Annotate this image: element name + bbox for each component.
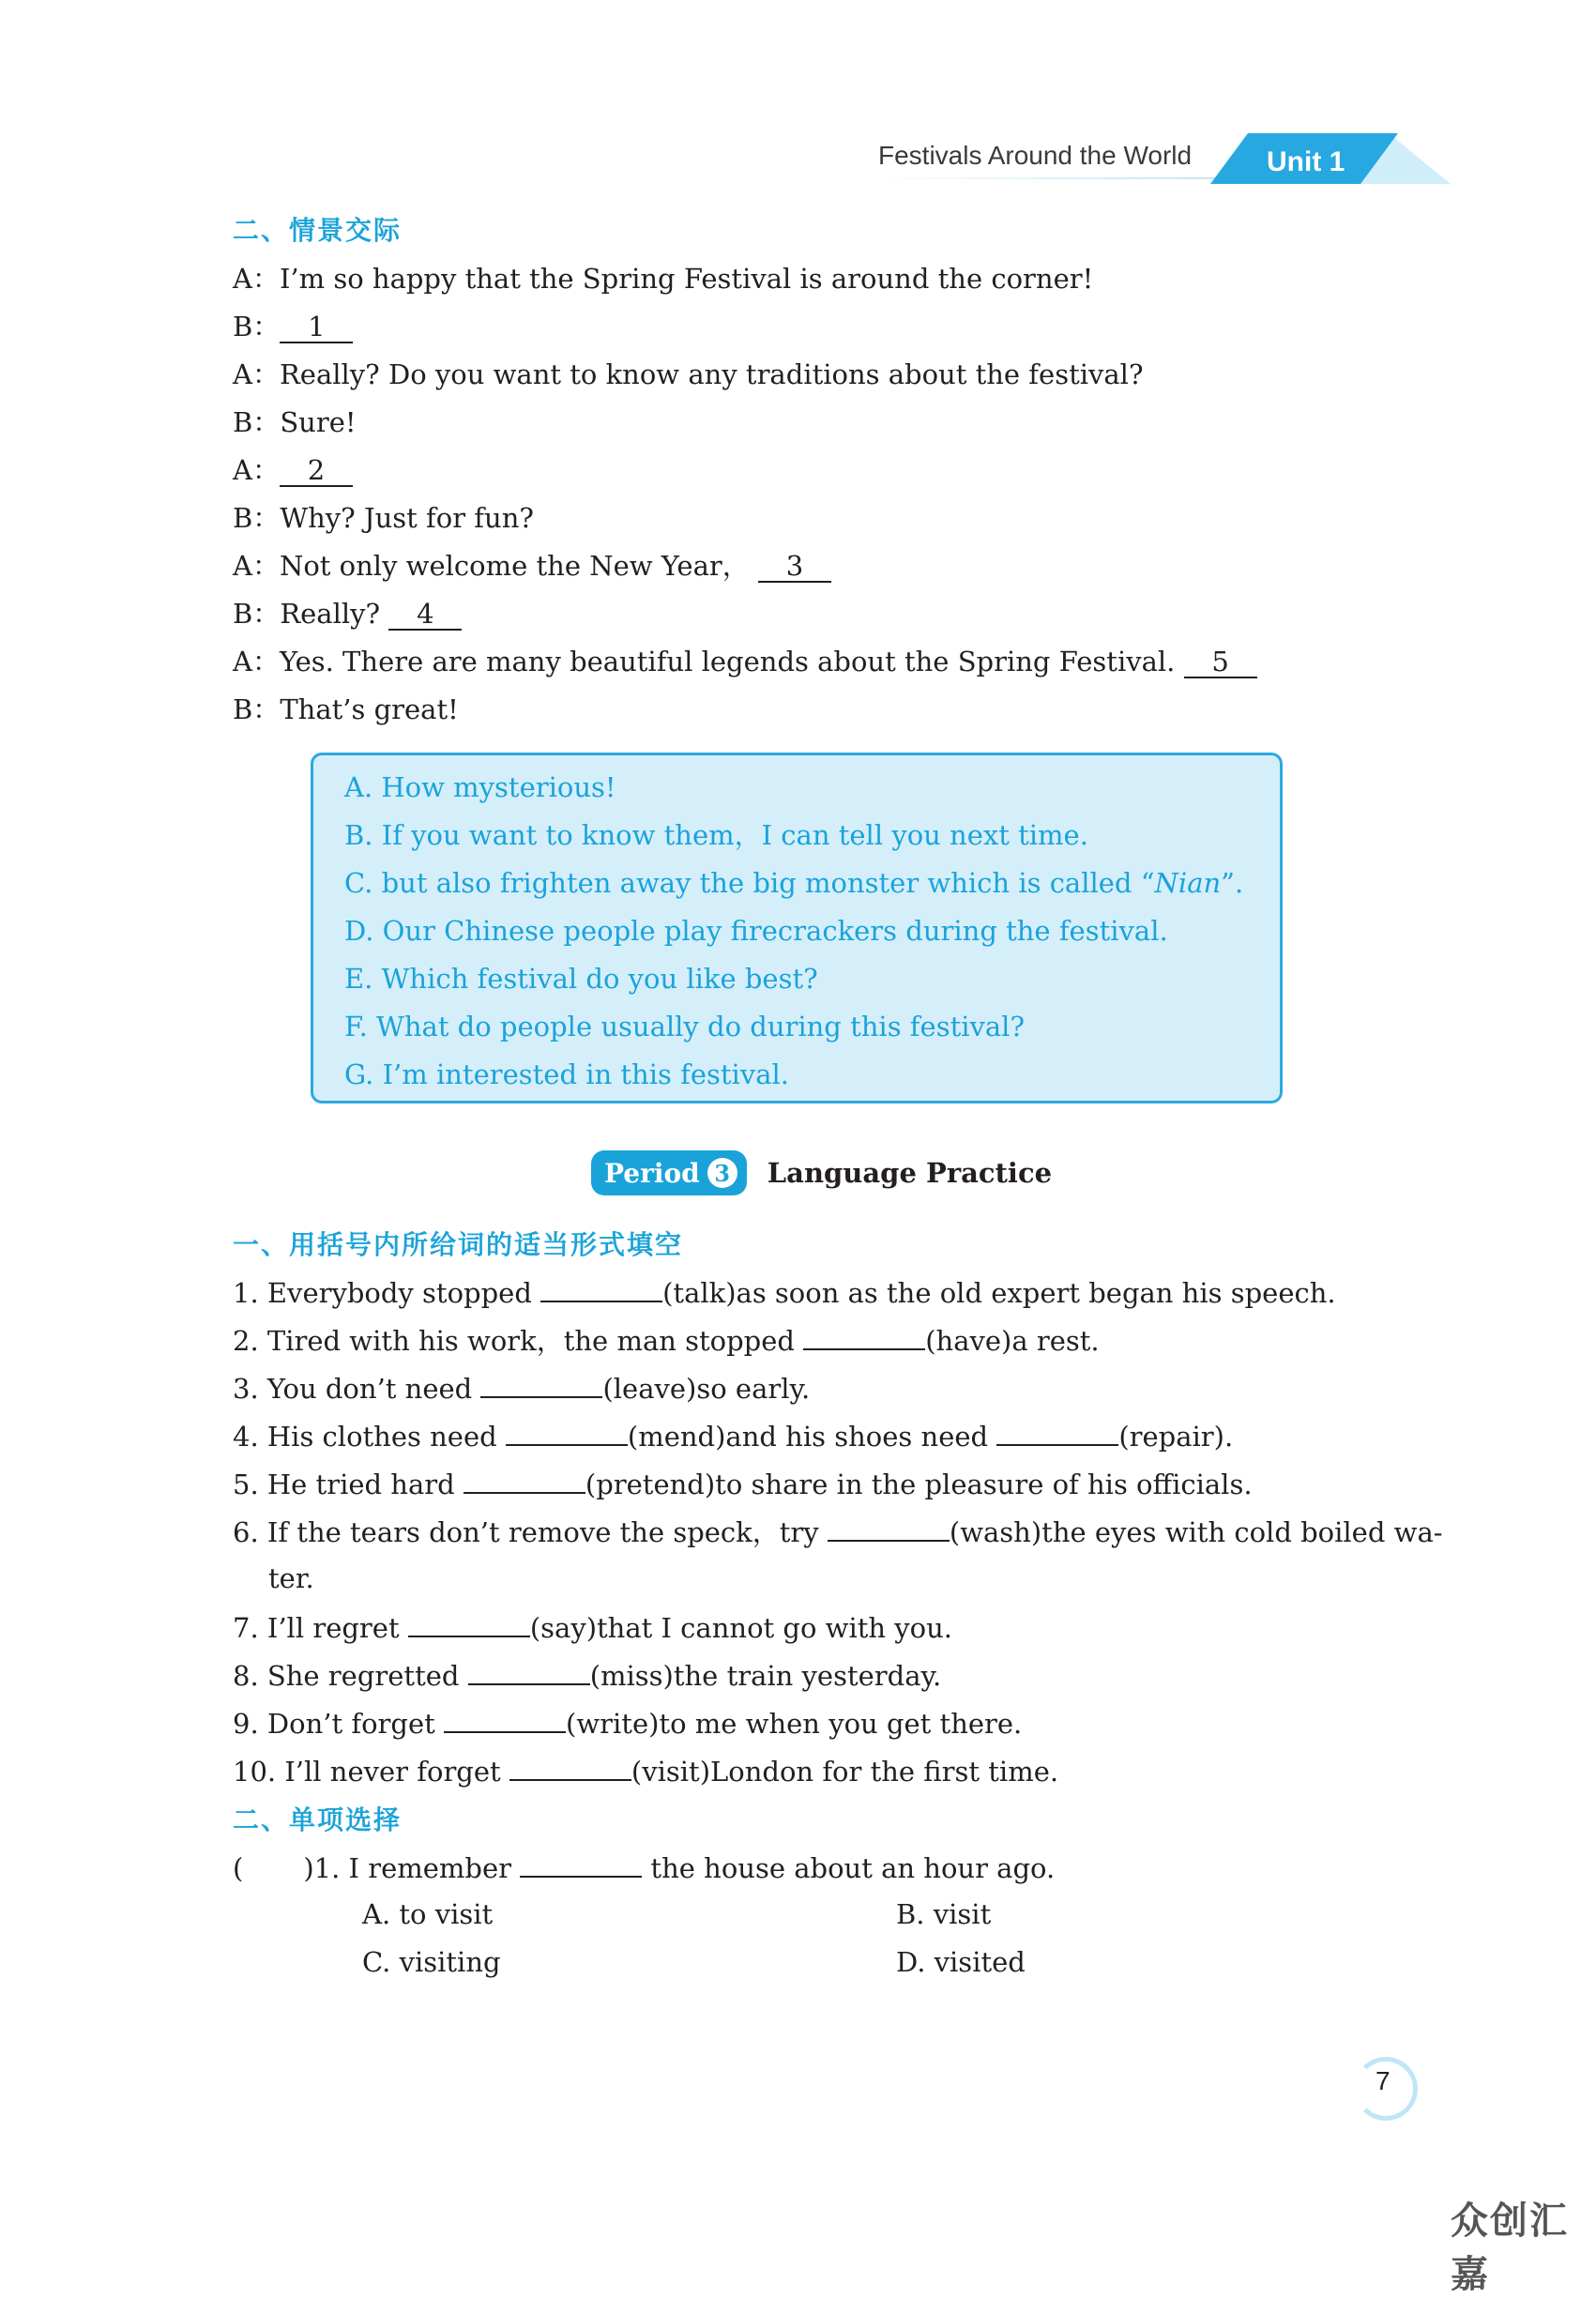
dialogue-line: B：Sure!	[233, 406, 357, 438]
section-title-dialogue: 二、情景交际	[233, 215, 403, 246]
page-number: 7	[1376, 2066, 1391, 2095]
fill-blank[interactable]	[408, 1607, 530, 1637]
exercise-item: 9. Don’t forget (write)to me when you get there.	[233, 1703, 1022, 1743]
exercise-item: 3. You don’t need (leave)so early.	[233, 1368, 810, 1408]
dialogue-line: B：That’s great!	[233, 693, 459, 725]
exercise-item: 8. She regretted (miss)the train yesterday.	[233, 1655, 941, 1695]
exercise-item: 4. His clothes need (mend)and his shoes need (repair).	[233, 1416, 1233, 1455]
options-box	[311, 753, 1283, 1103]
exercise-item: 2. Tired with his work，the man stopped (have)a rest.	[233, 1320, 1100, 1360]
answer-blank[interactable]: 2	[280, 455, 353, 487]
fill-blank[interactable]	[509, 1751, 631, 1781]
dialogue-line: A：Really? Do you want to know any traditions about the festival?	[233, 358, 1144, 390]
running-header-title: Festivals Around the World	[878, 141, 1193, 170]
period-number: 3	[707, 1158, 737, 1188]
fill-blank[interactable]	[520, 1848, 642, 1878]
dialogue-line: A： 2	[233, 451, 353, 489]
fill-blank[interactable]	[480, 1368, 602, 1398]
exercise-item: 1. Everybody stopped (talk)as soon as the old expert began his speech.	[233, 1272, 1336, 1312]
fill-blank[interactable]	[464, 1464, 585, 1494]
option-item: F. What do people usually do during this festival?	[344, 1011, 1025, 1042]
answer-blank[interactable]: 3	[758, 551, 831, 583]
fill-blank[interactable]	[444, 1703, 566, 1733]
choice-option[interactable]: A. to visit	[362, 1898, 494, 1930]
answer-paren-close: )	[303, 1852, 314, 1884]
exercise-item: 10. I’ll never forget (visit)London for the first time.	[233, 1751, 1058, 1790]
fill-blank[interactable]	[540, 1272, 662, 1302]
unit-label: Unit 1	[1267, 146, 1345, 177]
section-title-fill-in: 一、用括号内所给词的适当形式填空	[233, 1229, 684, 1260]
dialogue-line: B：Really? 4	[233, 595, 462, 632]
watermark-logo: 众创汇嘉	[1451, 2199, 1569, 2296]
exercise-item: 7. I’ll regret (say)that I cannot go with you.	[233, 1607, 952, 1647]
period-heading	[591, 1150, 1052, 1195]
dialogue-line: A：Yes. There are many beautiful legends about the Spring Festival. 5	[233, 643, 1257, 680]
option-item: G. I’m interested in this festival.	[344, 1058, 789, 1090]
dialogue-line: A：Not only welcome the New Year， 3	[233, 547, 831, 585]
dialogue-line: B：Why? Just for fun?	[233, 502, 534, 534]
dialogue-line: A：I’m so happy that the Spring Festival is around the corner!	[233, 263, 1094, 295]
period-badge: Period 3	[591, 1150, 747, 1195]
fill-blank[interactable]	[803, 1320, 925, 1350]
fill-blank[interactable]	[468, 1655, 590, 1685]
option-item: B. If you want to know them，I can tell you next time.	[344, 819, 1088, 851]
dialogue-line: B： 1	[233, 308, 353, 345]
answer-paren-open[interactable]: (	[233, 1852, 244, 1884]
answer-blank[interactable]: 5	[1184, 647, 1257, 678]
exercise-item: 6. If the tears don’t remove the speck，try (wash)the eyes with cold boiled wa-	[233, 1512, 1443, 1551]
option-item: D. Our Chinese people play firecrackers during the festival.	[344, 915, 1168, 947]
section-title-choice: 二、单项选择	[233, 1804, 403, 1835]
answer-blank[interactable]: 4	[388, 599, 462, 631]
answer-blank[interactable]: 1	[280, 312, 353, 343]
choice-option[interactable]: C. visiting	[362, 1946, 501, 1978]
choice-option[interactable]: D. visited	[896, 1946, 1026, 1978]
exercise-item: 5. He tried hard (pretend)to share in the pleasure of his officials.	[233, 1464, 1253, 1503]
fill-blank[interactable]	[996, 1416, 1118, 1446]
option-item: E. Which festival do you like best?	[344, 963, 818, 995]
fill-blank[interactable]	[506, 1416, 628, 1446]
option-item: C. but also frighten away the big monster which is called “Nian”.	[344, 867, 1244, 899]
fill-blank[interactable]	[828, 1512, 950, 1542]
period-title: Language Practice	[767, 1157, 1053, 1189]
unit-banner	[1210, 133, 1451, 184]
choice-question: ( )1. I remember the house about an hour ago.	[233, 1848, 1055, 1887]
exercise-item-continued: ter.	[268, 1562, 314, 1594]
choice-option[interactable]: B. visit	[896, 1898, 992, 1930]
option-item: A. How mysterious!	[344, 771, 616, 803]
